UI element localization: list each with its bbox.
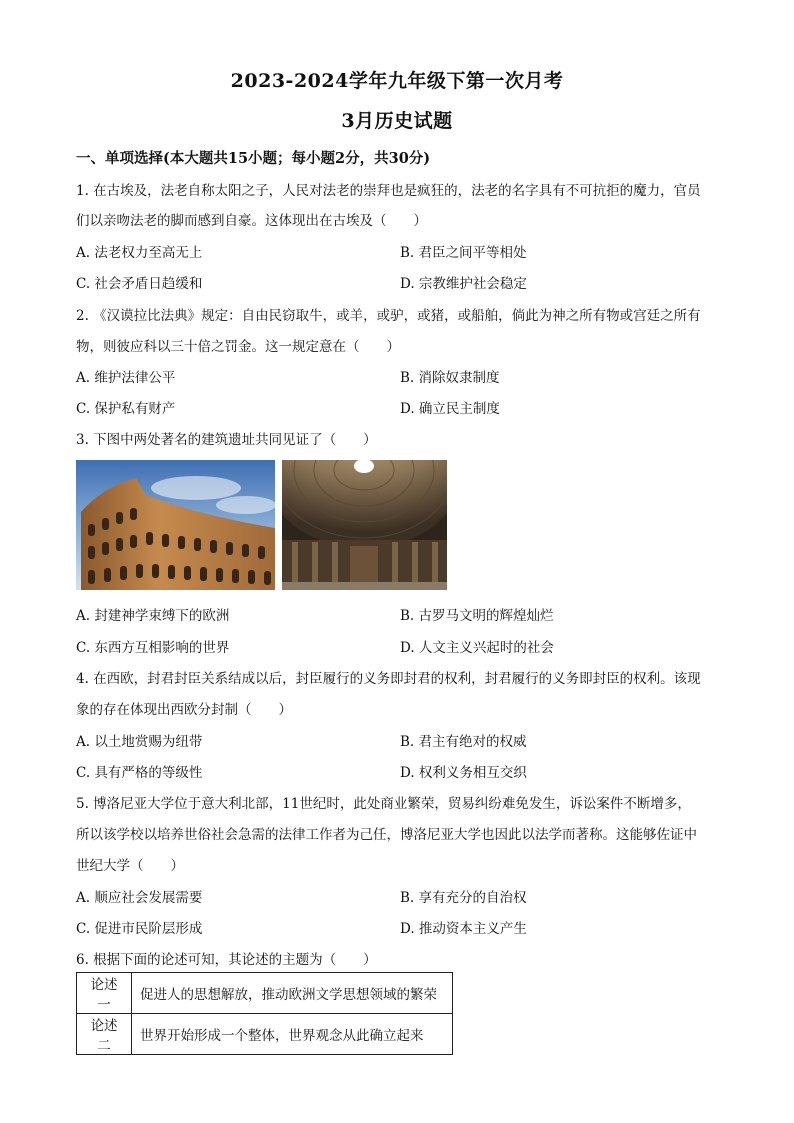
exam-subtitle: 3月历史试题 [341, 110, 453, 132]
q3-stem-line1: 3. 下图中两处著名的建筑遗址共同见证了（ ） [76, 432, 377, 448]
q1-stem-line2: 们以亲吻法老的脚而感到自豪。这体现出在古埃及（ ） [76, 213, 427, 229]
q2-option-b: B. 消除奴隶制度 [400, 370, 500, 386]
q6-table-text-2: 世界开始形成一个整体，世界观念从此确立起来 [132, 1014, 453, 1055]
q4-stem-line2: 象的存在体现出西欧分封制（ ） [76, 702, 292, 718]
q3-option-b: B. 古罗马文明的辉煌灿烂 [400, 608, 554, 624]
q1-stem-line1: 1. 在古埃及，法老自称太阳之子，人民对法老的崇拜也是疯狂的，法老的名字具有不可抗拒的魔力，官员 [76, 183, 701, 199]
exam-title: 2023-2024学年九年级下第一次月考 [230, 70, 564, 92]
q6-table-text-1: 促进人的思想解放，推动欧洲文学思想领域的繁荣 [132, 973, 453, 1014]
q2-option-d: D. 确立民主制度 [400, 401, 500, 417]
q5-stem-line3: 世纪大学（ ） [76, 858, 184, 874]
q1-option-c: C. 社会矛盾日趋缓和 [76, 276, 203, 292]
q2-stem-line2: 物，则彼应科以三十倍之罚金。这一规定意在（ ） [76, 339, 400, 355]
q4-option-b: B. 君主有绝对的权威 [400, 734, 527, 750]
q5-option-b: B. 享有充分的自治权 [400, 890, 527, 906]
q4-stem-line1: 4. 在西欧，封君封臣关系结成以后，封臣履行的义务即封君的权利，封君履行的义务即封臣的权利。该现 [76, 671, 701, 687]
q6-stem-line1: 6. 根据下面的论述可知，其论述的主题为（ ） [76, 952, 377, 968]
q2-stem-line1: 2. 《汉谟拉比法典》规定：自由民窃取牛，或羊，或驴，或猪，或船舶，倘此为神之所有物或宫廷之所有 [76, 308, 701, 324]
q3-option-a: A. 封建神学束缚下的欧洲 [76, 608, 230, 624]
section-heading: 一、单项选择(本大题共15小题；每小题2分，共30分) [76, 150, 431, 167]
colosseum-image [76, 460, 275, 590]
table-row [77, 973, 453, 1014]
q4-option-c: C. 具有严格的等级性 [76, 765, 203, 781]
q1-option-d: D. 宗教维护社会稳定 [400, 276, 527, 292]
table-row [77, 1014, 453, 1055]
pantheon-image [282, 460, 447, 590]
q5-option-c: C. 促进市民阶层形成 [76, 921, 203, 937]
q2-option-c: C. 保护私有财产 [76, 401, 176, 417]
q5-stem-line1: 5. 博洛尼亚大学位于意大利北部，11世纪时，此处商业繁荣，贸易纠纷难免发生，诉讼案件不断增多， [76, 796, 691, 812]
q3-option-d: D. 人文主义兴起时的社会 [400, 640, 554, 656]
q6-table-head-1: 论述一 [77, 973, 132, 1014]
q5-option-a: A. 顺应社会发展需要 [76, 890, 203, 906]
q1-option-a: A. 法老权力至高无上 [76, 245, 203, 261]
q5-option-d: D. 推动资本主义产生 [400, 921, 527, 937]
q5-stem-line2: 所以该学校以培养世俗社会急需的法律工作者为己任，博洛尼亚大学也因此以法学而著称。这能够佐证中 [76, 827, 697, 843]
q6-table [76, 972, 453, 1055]
q4-option-a: A. 以土地赏赐为纽带 [76, 734, 203, 750]
q3-option-c: C. 东西方互相影响的世界 [76, 640, 230, 656]
q2-option-a: A. 维护法律公平 [76, 370, 176, 386]
q1-option-b: B. 君臣之间平等相处 [400, 245, 527, 261]
q4-option-d: D. 权利义务相互交织 [400, 765, 527, 781]
q6-table-head-2: 论述二 [77, 1014, 132, 1055]
